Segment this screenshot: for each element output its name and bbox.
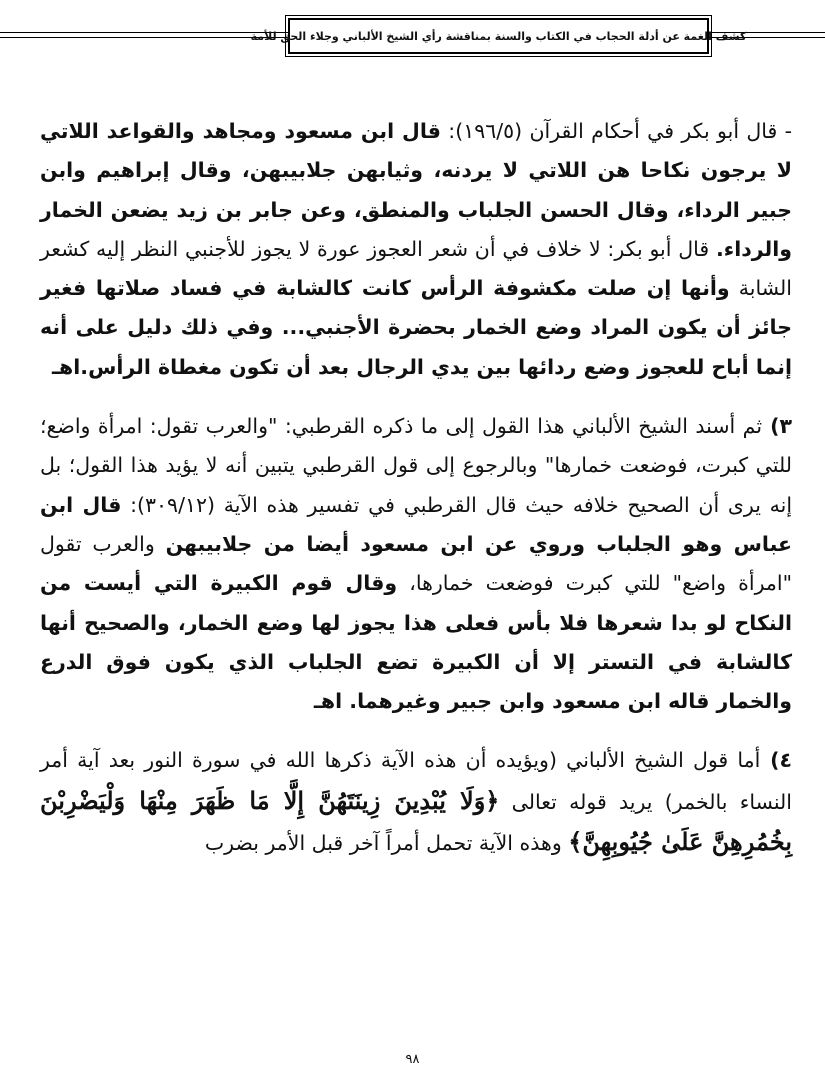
text-segment-bold: قال ابن عباس وهو الجلباب وروي عن ابن مسعود أيضا من جلابيبهن bbox=[40, 492, 792, 556]
running-header-title: كشف الغمة عن أدلة الحجاب في الكتاب والسنة بمناقشة رأي الشيخ الألباني وجلاء الحق للأمة bbox=[250, 29, 747, 43]
text-segment: والعرب تقول "امرأة واضع" للتي كبرت فوضعت خمارها، bbox=[40, 531, 792, 596]
text-segment: ثم أسند الشيخ الألباني هذا القول إلى ما ذكره القرطبي: "والعرب تقول: امرأة واضع؛ للتي كبرت، فوضعت خمارها" وبالرجوع إلى قول القرطبي يتبين أنه لا يؤيد هذا القول؛ بل إنه يرى أن الصحيح خلافه حيث قال القرطبي في تفسير هذه الآية (٣٠٩/١٢): bbox=[40, 414, 793, 517]
text-segment: قال أبو بكر: لا خلاف في أن شعر العجوز عورة لا يجوز للأجنبي النظر إليه كشعر الشابة bbox=[40, 236, 792, 301]
text-segment: أما قول الشيخ الألباني (ويؤيده أن هذه الآية ذكرها الله في سورة النور بعد آية أمر النساء بالخمر) يريد قوله تعالى bbox=[40, 748, 792, 814]
running-header bbox=[250, 18, 747, 54]
paragraph-2 bbox=[40, 407, 792, 721]
text-segment: - قال أبو بكر في أحكام القرآن (١٩٦/٥): bbox=[440, 119, 793, 143]
paragraph-1 bbox=[40, 112, 792, 387]
item-number: ٣) bbox=[762, 414, 792, 439]
text-segment-bold: وأنها إن صلت مكشوفة الرأس كانت كالشابة في فساد صلاتها فغير جائز أن يكون المراد وضع الخمار بحضرة الأجنبي... وفي ذلك دليل على أنه إنما أباح للعجوز وضع ردائها بين يدي الرجال بعد أن تكون مغطاة الرأس.اهـ bbox=[40, 276, 792, 379]
text-segment-bold: وقال قوم الكبيرة التي أيست من النكاح لو بدا شعرها فلا بأس فعلى هذا يجوز لها وضع الخمار، والصحيح أنها كالشابة في التستر إلا أن الكبيرة تضع الجلباب الذي يكون فوق الدرع والخمار قاله ابن مسعود وابن جبير وغيرهما. اهـ bbox=[40, 571, 792, 714]
text-segment: وهذه الآية تحمل أمراً آخر قبل الأمر بضرب bbox=[204, 831, 569, 856]
quran-verse: ﴿وَلَا يُبْدِينَ زِينَتَهُنَّ إِلَّا مَا ظَهَرَ مِنْهَا وَلْيَضْرِبْنَ بِخُمُرِهِنَّ عَلَىٰ جُيُوبِهِنَّ﴾ bbox=[40, 785, 792, 857]
text-segment-bold: قال ابن مسعود ومجاهد والقواعد اللاتي لا يرجون نكاحا هن اللاتي لا يردنه، وثيابهن جلابيبهن، وقال إبراهيم وابن جبير الرداء، وقال الحسن الجلباب والمنطق، وعن جابر بن زيد يضعن الخمار والرداء. bbox=[40, 119, 792, 261]
page-number: ٩٨ bbox=[405, 1052, 420, 1067]
item-number: ٤) bbox=[760, 748, 792, 773]
paragraph-3 bbox=[40, 741, 792, 863]
page-body bbox=[40, 112, 792, 863]
